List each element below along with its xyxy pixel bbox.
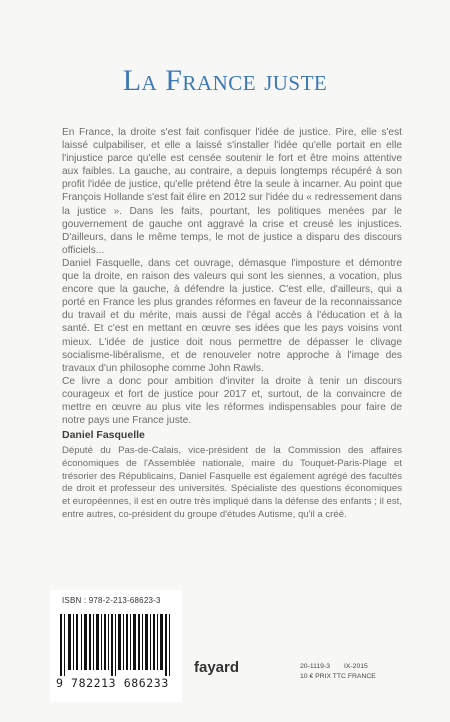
blurb-paragraph-1: En France, la droite s'est fait confisquer l'idée de justice. Pire, elle s'est laissé culpabiliser, et elle a laissé s'installer l'idée qu'elle portait en elle l'injustice parce qu'elle est censée soutenir le fort et être moins attentive aux faibles. La gauche, au contraire, a depuis longtemps récupéré à son profit l'idée de justice, qu'elle prétend être la seule à incarner. Au point que François Hollande s'est fait élire en 2012 sur l'idée du « redressement dans la justice ». Dans les faits, pourtant, les politiques menées par le gouvernement de gauche ont aggravé la crise et creusé les injustices. D'ailleurs, dans le même temps, le mot de justice a disparu des discours officiels... [62,127,402,256]
barcode-digits: 9 782213 686233 [56,676,169,690]
book-title: La France juste [122,64,328,97]
author-bio-text: Député du Pas-de-Calais, vice-président de la Commission des affaires économiques de l'Assemblée nationale, maire du Touquet-Paris-Plage et trésorier des Républicains, Daniel Fasquelle est également agrégé des facultés de droit et professeur des universités. Spécialiste des questions économiques et européennes, il est en outre très impliqué dans la défense des enfants ; il est, entre autres, co-président du groupe d'études Autisme, qu'il a créé. [62,445,402,520]
blurb-paragraph-2: Daniel Fasquelle, dans cet ouvrage, démasque l'imposture et démontre que la droite, en raison des valeurs qui sont les siennes, a vocation, plus encore que la gauche, à défendre la justice. C'est elle, d'ailleurs, qui a porté en France les plus grandes réformes en faveur de la reconnaissance du travail et du mérite, mais aussi de l'égal accès à l'éducation et à la santé. Et c'est en mettant en œuvre ses idées que les pays voisins vont mieux. L'idée de justice doit nous permettre de dépasser le clivage socialisme-libéralisme, et de renouveler notre approche à l'image des travaux d'un philosophe comme John Rawls. [62,257,402,374]
author-name: Daniel Fasquelle [62,429,145,441]
author-bio [62,445,402,522]
publisher-logo: fayard [194,659,240,676]
price-label: 10 € PRIX TTC FRANCE [300,673,376,680]
blurb-paragraph-3: Ce livre a donc pour ambition d'inviter la droite à tenir un discours courageux et fort de justice pour 2017 et, surtout, de la convaincre de mettre en œuvre au plus vite les réformes indispensables pour faire de notre pays une France juste. [62,375,402,427]
edition-date: IX-2015 [343,663,368,670]
blurb [62,126,402,427]
isbn-label: ISBN : 978-2-213-68623-3 [62,596,161,605]
barcode-area [50,590,182,702]
price-codes [300,662,376,682]
reference-code: 20-1119-3 [300,663,330,670]
barcode-icon [58,614,174,676]
